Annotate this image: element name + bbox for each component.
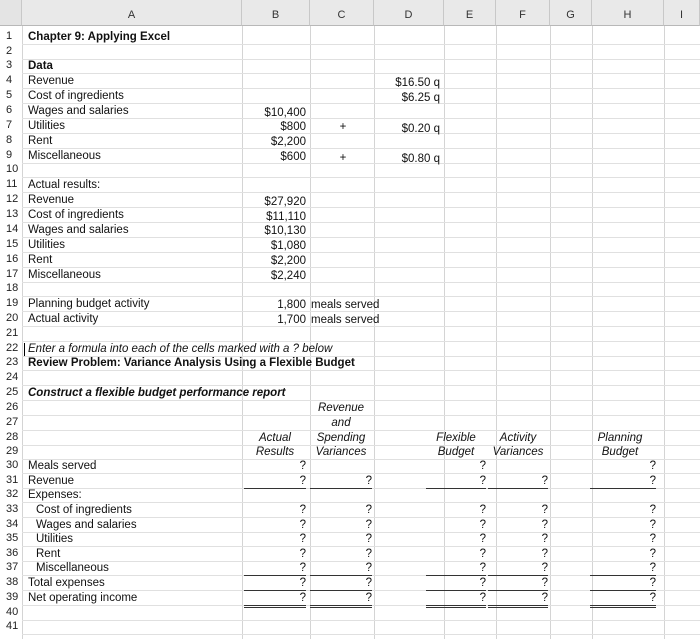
hdr-revspend-2[interactable]: and [331,417,351,429]
row-header-22[interactable]: 22 [0,342,22,354]
row-gridline [22,267,700,268]
hdr-planning-2[interactable]: Budget [601,446,639,458]
row-gridline [22,620,700,621]
actual-misc-value[interactable]: $2,240 [270,270,306,282]
row-header-11[interactable]: 11 [0,178,22,190]
col-header-f[interactable]: F [496,0,550,26]
row-header-28[interactable]: 28 [0,431,22,443]
actual-activity-label[interactable]: Actual activity [28,313,99,325]
formula-placeholder-cell[interactable]: ? [590,591,656,608]
row-header-23[interactable]: 23 [0,356,22,368]
formula-placeholder-cell[interactable]: ? [590,576,656,591]
formula-placeholder-cell[interactable]: ? [649,548,656,560]
row-gridline [22,177,700,178]
actual-utilities-label[interactable]: Utilities [28,239,66,251]
formula-placeholder-cell[interactable]: ? [479,533,486,545]
data-wages-fixed[interactable]: $10,400 [264,107,306,119]
row-header-8[interactable]: 8 [0,134,22,146]
row-header-21[interactable]: 21 [0,327,22,339]
formula-placeholder-cell[interactable]: ? [479,504,486,516]
report-revenue-label[interactable]: Revenue [28,475,75,487]
formula-placeholder-cell[interactable]: ? [299,533,306,545]
formula-placeholder-cell[interactable]: ? [244,591,306,608]
data-utilities-fixed[interactable]: $800 [280,121,306,133]
row-gridline [22,163,700,164]
row-header-2[interactable]: 2 [0,45,22,57]
hdr-flexible-2[interactable]: Budget [437,446,475,458]
row-gridline [22,118,700,119]
row-header-20[interactable]: 20 [0,312,22,324]
planning-activity-value[interactable]: 1,800 [277,299,306,311]
hdr-actual-2[interactable]: Results [255,446,295,458]
col-header-h[interactable]: H [592,0,664,26]
formula-placeholder-cell[interactable]: ? [365,548,372,560]
formula-placeholder-cell[interactable]: ? [479,548,486,560]
row-header-19[interactable]: 19 [0,297,22,309]
row-header-29[interactable]: 29 [0,445,22,457]
data-utilities-plus: + [339,121,347,133]
formula-placeholder-cell[interactable]: ? [426,561,486,576]
report-meals-label[interactable]: Meals served [28,460,97,472]
hdr-revspend-1[interactable]: Revenue [317,402,365,414]
formula-placeholder-cell[interactable]: ? [365,533,372,545]
row-header-12[interactable]: 12 [0,193,22,205]
report-utilities-label[interactable]: Utilities [36,533,74,545]
planning-activity-label[interactable]: Planning budget activity [28,298,150,310]
row-header-32[interactable]: 32 [0,488,22,500]
data-misc-label[interactable]: Miscellaneous [28,150,101,162]
formula-placeholder-cell[interactable]: ? [244,576,306,591]
col-header-d[interactable]: D [374,0,444,26]
formula-placeholder-cell[interactable]: ? [488,561,548,576]
hdr-activity-2[interactable]: Variances [492,446,544,458]
hdr-revspend-3[interactable]: Spending [316,432,366,444]
hdr-revspend-4[interactable]: Variances [315,446,367,458]
formula-placeholder-cell[interactable]: ? [590,474,656,489]
row-header-16[interactable]: 16 [0,253,22,265]
actual-misc-label[interactable]: Miscellaneous [28,269,101,281]
formula-placeholder-cell[interactable]: ? [299,548,306,560]
data-rent-label[interactable]: Rent [28,135,53,147]
row-header-27[interactable]: 27 [0,416,22,428]
row-header-39[interactable]: 39 [0,591,22,603]
row-header-9[interactable]: 9 [0,149,22,161]
formula-placeholder-cell[interactable]: ? [541,504,548,516]
row-header-15[interactable]: 15 [0,238,22,250]
review-problem-title[interactable]: Review Problem: Variance Analysis Using a Flexible Budget [28,357,355,369]
actual-cost-value[interactable]: $11,110 [266,211,306,223]
actual-rent-value[interactable]: $2,200 [270,255,306,267]
sheet-title[interactable]: Chapter 9: Applying Excel [28,31,171,43]
row-header-13[interactable]: 13 [0,208,22,220]
formula-placeholder-cell[interactable]: ? [649,504,656,516]
col-header-b[interactable]: B [242,0,310,26]
row-gridline [22,73,700,74]
row-header-10[interactable]: 10 [0,163,22,175]
formula-placeholder-cell[interactable]: ? [488,474,548,489]
row-header-36[interactable]: 36 [0,547,22,559]
report-wages-label[interactable]: Wages and salaries [36,519,137,531]
row-header-14[interactable]: 14 [0,223,22,235]
report-misc-label[interactable]: Miscellaneous [36,562,109,574]
report-cost-label[interactable]: Cost of ingredients [36,504,132,516]
formula-placeholder-cell[interactable]: ? [299,519,306,531]
row-gridline [22,634,700,635]
formula-placeholder-cell[interactable]: ? [649,460,656,472]
formula-placeholder-cell[interactable]: ? [479,519,486,531]
row-header-5[interactable]: 5 [0,89,22,101]
data-rent-fixed[interactable]: $2,200 [270,136,306,148]
row-header-17[interactable]: 17 [0,268,22,280]
hdr-planning-1[interactable]: Planning [597,432,643,444]
text-cursor [24,343,25,356]
formula-placeholder-cell[interactable]: ? [590,561,656,576]
row-header-33[interactable]: 33 [0,503,22,515]
row-gridline [22,133,700,134]
row-gridline [22,59,700,60]
row-header-35[interactable]: 35 [0,532,22,544]
formula-placeholder-cell[interactable]: ? [365,504,372,516]
actual-activity-unit[interactable]: meals served [311,314,380,326]
row-header-41[interactable]: 41 [0,620,22,632]
hdr-actual-1[interactable]: Actual [259,432,291,444]
row-header-1[interactable]: 1 [0,30,22,42]
actual-wages-value[interactable]: $10,130 [264,225,306,237]
data-cost-label[interactable]: Cost of ingredients [28,90,124,102]
row-header-18[interactable]: 18 [0,282,22,294]
formula-placeholder-cell[interactable]: ? [541,519,548,531]
data-utilities-var[interactable]: $0.20 q [401,123,440,135]
row-header-31[interactable]: 31 [0,474,22,486]
row-header-40[interactable]: 40 [0,606,22,618]
data-misc-fixed[interactable]: $600 [280,151,306,163]
row-gridline [22,148,700,149]
planning-activity-unit[interactable]: meals served [311,299,380,311]
row-header-37[interactable]: 37 [0,561,22,573]
formula-placeholder-cell[interactable]: ? [310,591,372,608]
data-revenue-var[interactable]: $16.50 q [395,77,440,89]
row-header-30[interactable]: 30 [0,459,22,471]
data-misc-plus: + [339,152,347,164]
data-utilities-label[interactable]: Utilities [28,120,66,132]
formula-placeholder-cell[interactable]: ? [488,591,548,608]
row-gridline [22,237,700,238]
formula-placeholder-cell[interactable]: ? [488,576,548,591]
row-gridline [22,192,700,193]
row-header-7[interactable]: 7 [0,119,22,131]
formula-placeholder-cell[interactable]: ? [310,474,372,489]
data-revenue-label[interactable]: Revenue [28,75,75,87]
hdr-flexible-1[interactable]: Flexible [436,432,476,444]
row-header-25[interactable]: 25 [0,386,22,398]
row-header-6[interactable]: 6 [0,104,22,116]
formula-placeholder-cell[interactable]: ? [541,548,548,560]
report-rent-label[interactable]: Rent [36,548,61,560]
formula-placeholder-cell[interactable]: ? [299,460,306,472]
data-wages-label[interactable]: Wages and salaries [28,105,129,117]
col-header-i[interactable]: I [664,0,700,26]
row-header-26[interactable]: 26 [0,401,22,413]
col-header-c[interactable]: C [310,0,374,26]
row-header-4[interactable]: 4 [0,74,22,86]
actual-revenue-value[interactable]: $27,920 [264,196,306,208]
row-header-38[interactable]: 38 [0,576,22,588]
col-header-a[interactable]: A [22,0,242,26]
actual-label[interactable]: Actual results: [28,179,101,191]
report-title[interactable]: Construct a flexible budget performance report [28,387,286,399]
instruction-text[interactable]: Enter a formula into each of the cells marked with a ? below [28,343,333,355]
formula-placeholder-cell[interactable]: ? [244,561,306,576]
formula-placeholder-cell[interactable]: ? [479,460,486,472]
actual-revenue-label[interactable]: Revenue [28,194,75,206]
col-header-g[interactable]: G [550,0,592,26]
data-cost-var[interactable]: $6.25 q [401,92,440,104]
actual-activity-value[interactable]: 1,700 [277,314,306,326]
row-gridline [22,370,700,371]
actual-rent-label[interactable]: Rent [28,254,53,266]
row-gridline [22,252,700,253]
actual-utilities-value[interactable]: $1,080 [270,240,306,252]
select-all-corner[interactable] [0,0,22,26]
formula-placeholder-cell[interactable]: ? [244,474,306,489]
formula-placeholder-cell[interactable]: ? [365,519,372,531]
formula-placeholder-cell[interactable]: ? [541,533,548,545]
row-gridline [22,282,700,283]
actual-wages-label[interactable]: Wages and salaries [28,224,129,236]
formula-placeholder-cell[interactable]: ? [649,533,656,545]
formula-placeholder-cell[interactable]: ? [310,576,372,591]
report-total-label[interactable]: Total expenses [28,577,105,589]
row-header-34[interactable]: 34 [0,518,22,530]
row-gridline [22,44,700,45]
formula-placeholder-cell[interactable]: ? [649,519,656,531]
hdr-activity-1[interactable]: Activity [499,432,537,444]
data-misc-var[interactable]: $0.80 q [401,153,440,165]
data-label[interactable]: Data [28,60,53,72]
actual-cost-label[interactable]: Cost of ingredients [28,209,124,221]
row-header-3[interactable]: 3 [0,59,22,71]
row-header-24[interactable]: 24 [0,371,22,383]
formula-placeholder-cell[interactable]: ? [426,591,486,608]
report-noi-label[interactable]: Net operating income [28,592,138,604]
formula-placeholder-cell[interactable]: ? [426,576,486,591]
col-header-e[interactable]: E [444,0,496,26]
report-expenses-label[interactable]: Expenses: [28,489,82,501]
formula-placeholder-cell[interactable]: ? [310,561,372,576]
formula-placeholder-cell[interactable]: ? [426,474,486,489]
formula-placeholder-cell[interactable]: ? [299,504,306,516]
